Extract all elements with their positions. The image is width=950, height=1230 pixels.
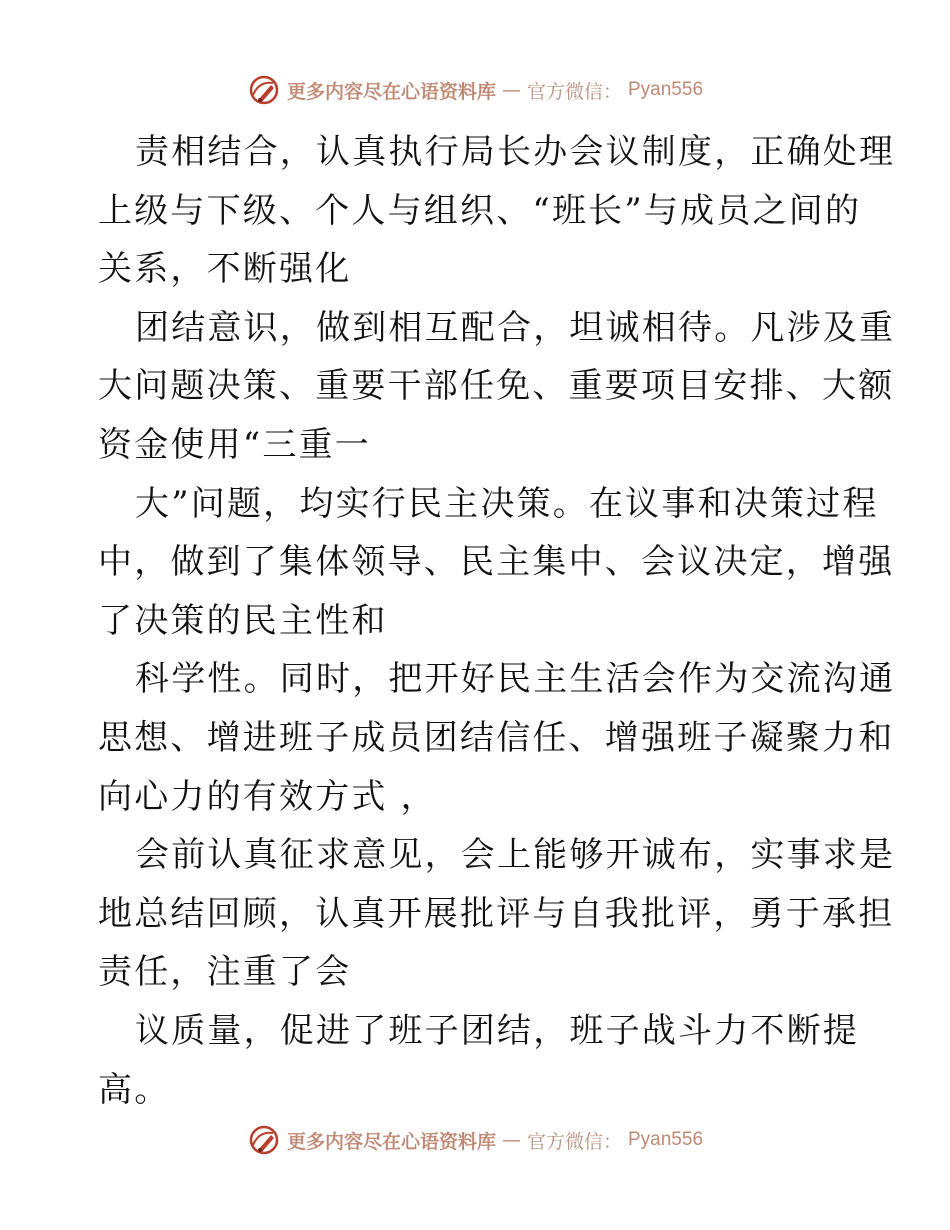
banner-dash: — [501,79,521,101]
text-line: 会前认真征求意见，会上能够开诚布，实事求是 [135,835,896,876]
banner-wechat-label: 官方微信： [526,1130,622,1153]
text-line: 团结意识，做到相互配合，坦诚相待。凡涉及重 [135,307,896,348]
text-line: 责相结合，认真执行局长办会议制度，正确处理 [135,132,896,172]
text-line: 责任，注重了会 [98,952,352,993]
banner-main-text: 更多内容尽在心语资料库 [286,1130,496,1153]
document-body [98,123,896,1119]
banner-wechat-id: Pyan556 [628,79,704,100]
footer-banner [0,1120,950,1160]
text-line: 思想、增进班子成员团结信任、增强班子凝聚力和 [98,717,895,758]
text-line: 科学性。同时，把开好民主生活会作为交流沟通 [135,659,896,700]
text-line: 地总结回顾，认真开展批评与自我批评，勇于承担 [98,893,895,934]
pen-logo-icon [247,73,281,107]
pen-logo-icon [247,1123,281,1157]
text-line: 高。 [98,1069,171,1110]
text-line: 上级与下级、个人与组织、“班长”与成员之间的 [98,190,862,231]
text-line: 议质量，促进了班子团结，班子战斗力不断提 [135,1010,859,1051]
banner-main-text: 更多内容尽在心语资料库 [286,80,496,103]
text-line: 关系，不断强化 [98,249,352,290]
banner-dash: — [501,1129,521,1151]
banner-wechat-label: 官方微信： [526,80,622,103]
text-line: 中，做到了集体领导、民主集中、会议决定，增强 [98,542,895,583]
text-line: 大”问题，均实行民主决策。在议事和决策过程 [135,483,879,524]
text-line: 大问题决策、重要干部任免、重要项目安排、大额 [98,366,895,407]
text-line: 向心力的有效方式 ， [98,776,437,817]
text-line: 了决策的民主性和 [98,600,388,641]
banner-wechat-id: Pyan556 [628,1129,704,1150]
text-line: 资金使用“三重一 [98,424,371,465]
header-banner [0,70,950,110]
